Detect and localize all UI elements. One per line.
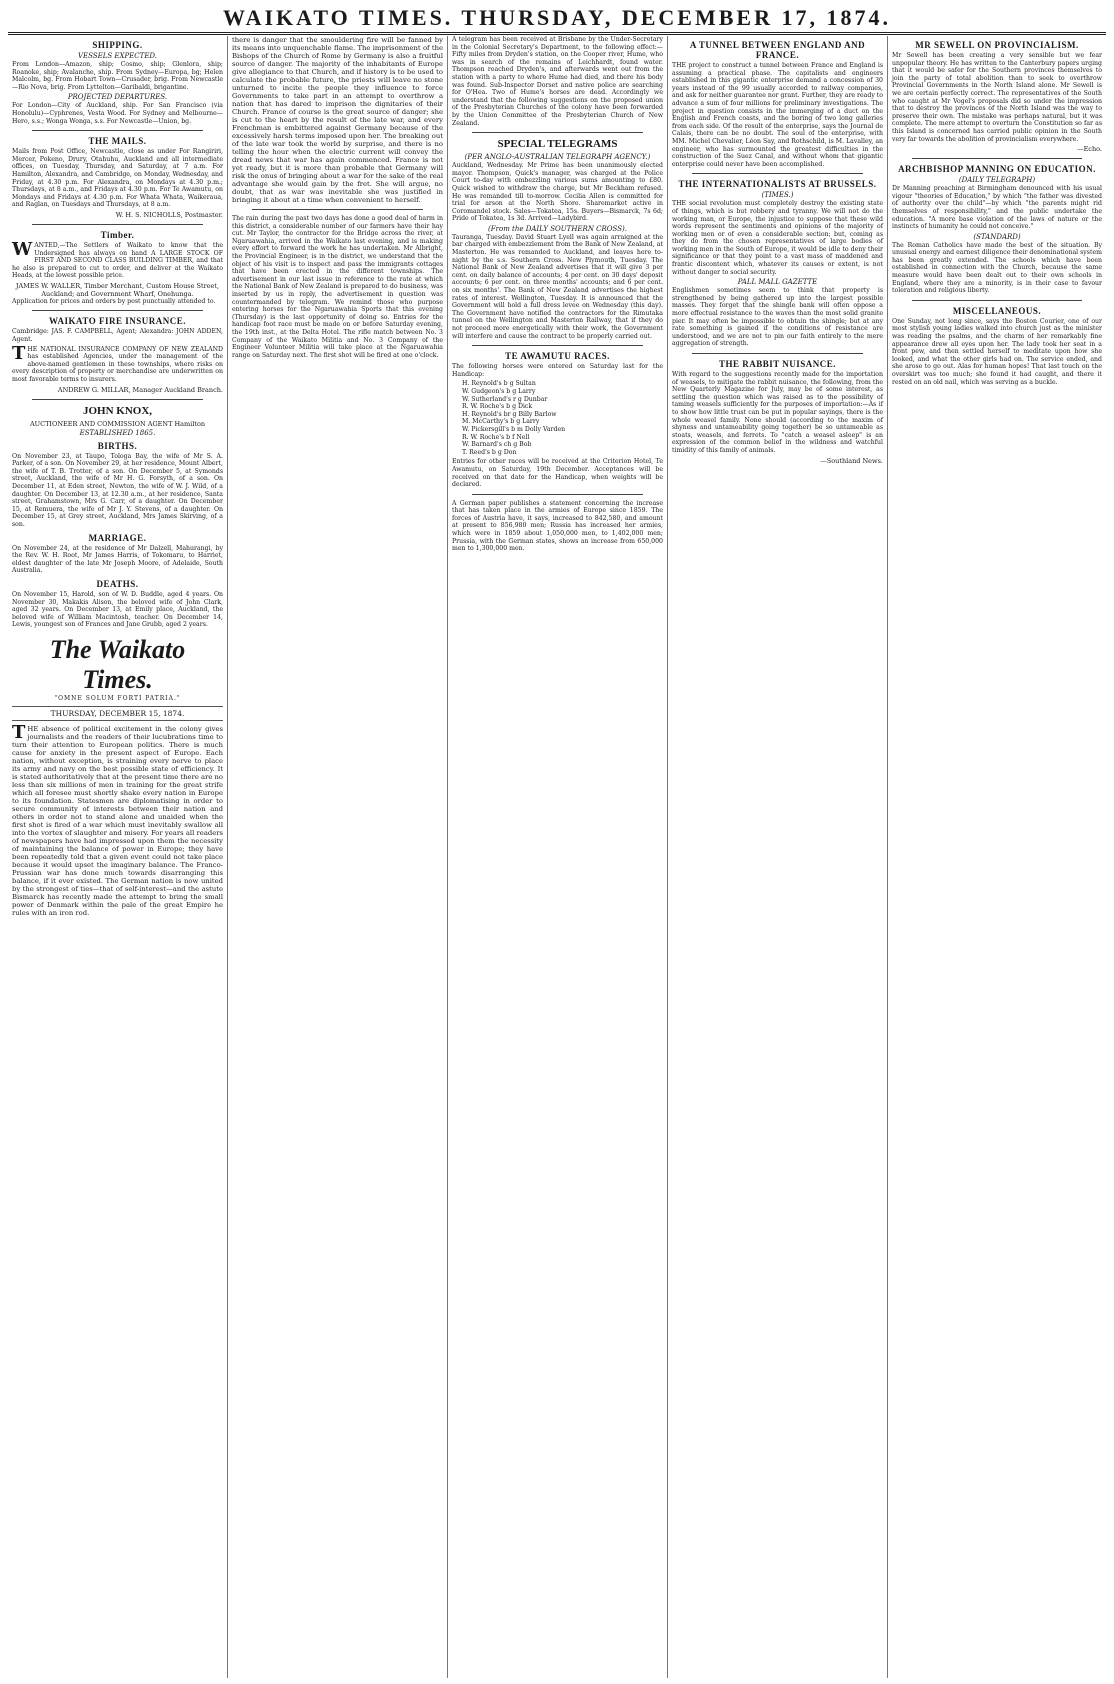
internationalists-heading: THE INTERNATIONALISTS AT BRUSSELS. (678, 179, 877, 190)
standard-source: (STANDARD) (973, 232, 1021, 241)
dateline: THURSDAY, DECEMBER 15, 1874. (12, 706, 223, 721)
list-item: W. Sutherland's r g Dunbar (462, 395, 548, 403)
races-footer: Entries for other races will be received at the Criterion Hotel, Te Awamutu, on Saturday, 19th December. Acceptances will be received on that date for the Handicap, when weights will be declared. (452, 458, 663, 489)
marriage-heading: MARRIAGE. (88, 532, 147, 543)
divider (912, 158, 1082, 159)
shipping-heading: SHIPPING. (92, 40, 143, 50)
sewell-heading: MR SEWELL ON PROVINCIALISM. (915, 40, 1079, 50)
paper-name: The Waikato Times. (49, 634, 186, 694)
divider (32, 224, 203, 225)
divider (472, 132, 643, 133)
divider (32, 310, 203, 311)
divider (692, 353, 863, 354)
auckland-news: Auckland, Wednesday. Mr Prime has been unanimously elected mayor. Thompson, Quick's manager, was charged at the Police Court to-day with embezzling various sums amounting to £80. Quick wished to withdraw the charge, but Mr Beckham refused. He was remanded till to-morrow. Cecilia Allen is committed for trial for arson at the North Shore. Sharemarket active in Coromandel stock. Sales—Tokatea, 15s. Buyers—Bismarck, 7s 6d; Pride of Tokatea, 1s 3d. Arrived—Ladybird. (452, 162, 663, 223)
departures-heading: PROJECTED DEPARTURES. (67, 93, 168, 102)
rabbit-signature: —Southland News. (820, 456, 883, 465)
national-insurance-signature: ANDREW G. MILLAR, Manager Auckland Branch. (57, 385, 223, 394)
timber-heading: Timber. (100, 229, 135, 240)
mails-heading: THE MAILS. (88, 136, 147, 147)
cross-heading: (From the DAILY SOUTHERN CROSS). (488, 224, 627, 233)
deaths-heading: DEATHS. (96, 578, 139, 589)
knox-name: JOHN KNOX, (82, 404, 153, 417)
miscellaneous-text: One Sunday, not long since, says the Boston Courier, one of our most stylish young ladies walked into church just as the minister was reading the psalms, and the charm of her remarkably fine appearance drew all eyes upon her. The lady took her seat in a front pew, and then settled herself to meditate upon how she looked, and what the other girls had on. The service ended, and she arose to go out. Alas for human hopes! That last touch on the overskirt was too much; she found it had caught, and there it rested on an old nail, which was serving as a buckle. (892, 317, 1102, 386)
list-item: H. Reynold's br g Billy Barlow (462, 410, 557, 418)
list-item: M. McCarthy's b g Larry (462, 418, 540, 426)
editorial-text: THE absence of political excitement in the colony gives journalists and the readers of their lucubrations time to turn their attention to European politics. There is much cause for anxiety in the present aspect of Europe. Each nation, without exception, is straining every nerve to place its army and navy on the best possible state of efficiency. It is stated authoritatively that at the present time there are no less than six millions of men in training for the great strife which all foresee must shortly shake every nation in Europe to its foundation. Statesmen are diplomatising in order to secure community of interests between their nation and others in order not to stand alone and unaided when the first shot is fired of a war which must inevitably swallow all into the vortex of slaughter and misery. For years all readers of newspapers have had impressed upon them the necessity of maintaining the balance of power in Europe; they have been repeatedly told that a given event could not take place because it would upset the imaginary balance. The Franco-Prussian war has done much towards disarranging this balance, if it ever existed. The German nation is now united by the strongest of ties—that of self-interest—and the astute Bismarck has recently made the attempt to bring the small power of Denmark within the pale of the great Empire he rules with an iron rod. (12, 721, 223, 917)
births-heading: BIRTHS. (97, 440, 138, 451)
telegram-text: A telegram has been received at Brisbane by the Under-Secretary in the Colonial Secretary's Department, to the following effect:—Fifty miles from Dryden's station, on the Cooper river, Hume, who was in search of the remains of Leichhardt, found water. Thompson reached Dryden's, and afterwards went out from the station with a party to where Hume had died, and there his body was found. Sub-Inspector Dorset and native police are searching for O'Hea. Two of Hume's horses are dead. Accordingly we understand that the following suggestions on the proposed union of the Presbyterian Churches of the colony have been forwarded by the Union Committee of the Presbyterian Church of New Zealand. (452, 36, 663, 127)
mails-text: Mails from Post Office, Newcastle, close as under For Rangiriri, Mercer, Pokeno, Drury, Otahuhu, Auckland and all intermediate offices, on Tuesday, Thursday, and Saturday, at 7 a.m. For Hamilton, Alexandra, and Cambridge, on Monday, Wednesday, and Friday, at 4.30 p.m. For Alexandra, on Mondays at 4.30 p.m.; Thursdays, at 8 a.m., and Fridays at 4.30 p.m. For Te Awamutu, on Mondays and Fridays at 4.30 p.m. For Whata Whata, Waikeraua, and Raglan, on Tuesdays and Thursdays, at 8 a.m. (12, 148, 223, 209)
births-text: On November 23, at Taupo, Tologa Bay, the wife of Mr S. A. Parker, of a son. On November 29, at her residence, Mount Albert, the wife of T. B. Trotter, of a son. On December 5, at Symonds street, Auckland, the wife of Mr H. G. Forsyth, of a son. On December 11, at Eden street, Newton, the wife of W. J. Wild, of a daughter. On December 13, at 12.30 a.m., at her residence, Santa street, Grahamstown, Mrs G. Carr, of a daughter. On December 15, at Remuera, the wife of Mr J. Y. Stevens, of a daughter. On December 15, at Grey street, Auckland, Mrs James Skirving, of a son. (12, 452, 223, 528)
internationalists-text: THE social revolution must completely destroy the existing state of things, which is but robbery and tyranny. We will not do the working man, or Europe, the injustice to suppose that these wild words represent the sentiments and opinions of the majority of working men or of even a considerable section; but, coming as they do from the chosen representatives of large bodies of working men in the South of Europe, it would be idle to deny their significance or that they point to a vast mass of maddened and frantic discontent which, whatever its causes or extent, is not without danger to social security. (672, 200, 883, 276)
standard-text: The Roman Catholics have made the best of the situation. By unusual energy and earnest diligence their denominational system has been greatly extended. The schools which have been established in connection with the Church, because the same measure would have been dealt out to their own schools in England, where they are a minority, is in their case to favour toleration and religious liberty. (892, 241, 1102, 295)
list-item: H. Reynold's b g Sultan (462, 380, 536, 388)
divider (472, 345, 643, 346)
knox-line: AUCTIONEER AND COMMISSION AGENT Hamilton (29, 419, 206, 428)
miscellaneous-heading: MISCELLANEOUS. (952, 305, 1042, 316)
divider (692, 173, 863, 174)
motto: "OMNE SOLUM FORTI PATRIA." (54, 694, 181, 702)
races-list (452, 380, 663, 456)
departures-text: For London—City of Auckland, ship. For San Francisco (via Honolulu)—Cyphrenes, Vesta Wood. For Sydney and Melbourne—Hero, s.s.; Wonga Wonga, s.s. For Newcastle—Union, bg. (12, 102, 223, 125)
sewell-text: Mr Sewell has been creating a very sensible but we fear unpopular theory. He has written to the Canterbury papers urging that it would be safer for the Southern provinces themselves to join the party of total abolition than to seek to overthrow Provincial Governments in the North Island alone. Mr Sewell is we are certain perfectly correct. The representatives of the South who caught at Mr Vogel's proposals did so under the impression that to destroy the provinces of the North Island was the way to preserve their own. The mistake was perhaps natural, but it was complete. The mere attempt to overturn the Constitution so far as this Island is concerned has carried public opinion in the South very far towards the abolition of provincialism everywhere. (892, 52, 1102, 143)
vessels-text: From London—Amazon, ship; Cosmo, ship; Glenlora, ship; Roanoke, ship; Avalanche, ship. From Sydney—Europa, bg; Helen Malcolm, bg. From Hobart Town—Crusader, brig. From Newcastle—Rio Nova, brig. From Lyttelton—Garibaldi, brigantine. (12, 61, 223, 91)
column-1 (8, 36, 228, 1678)
tunnel-heading: A TUNNEL BETWEEN ENGLAND AND FRANCE. (689, 40, 866, 60)
internationalists-source: (TIMES.) (761, 191, 794, 200)
rabbit-text: With regard to the suggestions recently made for the importation of weasels, to mitigate the rabbit nuisance, the following, from the New Quarterly Magazine for July, may be of some interest, as settling the question which was raised as to the possibility of taming weasels sufficiently for the purposes of importation:—As if to show how little trust can be put in popular sayings, there is the whole weasel family. None should (according to the maxim of shyness and untameability going together) be so untameable as stoats, weasels, and ferrets. To "catch a weasel asleep" is an expression of the common belief in the wildness and watchful timidity of this family of animals. (672, 371, 883, 454)
newspaper-page (8, 6, 1106, 1678)
national-insurance-text: THE NATIONAL INSURANCE COMPANY OF NEW ZEALAND has established Agencies, under the management of the above-named gentlemen in these townships, where risks on every description of property or merchandise are underwritten on most favorable terms to insurers. (12, 342, 223, 384)
deaths-text: On November 15, Harold, son of W. D. Buddle, aged 4 years. On November 30, Makakis Alison, the beloved wife of John Clark, aged 32 years. On December 13, at Emily place, Auckland, the beloved wife of William Macintosh, teacher. On December 14, Lewis, youngest son of Frances and Jane Grubb, aged 2 years. (12, 590, 223, 629)
archbishop-source: (DAILY TELEGRAPH) (958, 176, 1036, 185)
pall-mall-heading: PALL MALL GAZETTE (737, 278, 818, 287)
column-4 (668, 36, 888, 1678)
list-item: R. W. Roche's b f Nell (462, 433, 530, 441)
timber-signature: JAMES W. WALLER, Timber Merchant, Custom House Street, Auckland; and Government Wharf, Onehunga. (15, 281, 220, 298)
list-item: T. Reed's b g Don (462, 448, 517, 456)
timber-note: Application for prices and orders by post punctually attended to. (12, 297, 216, 305)
editorial-continued: there is danger that the smouldering fire will be fanned by its means into unquenchable flame. The imprisonment of the Bishops of the Church of Rome by Germany is also a fruitful source of danger. The majority of the inhabitants of Europe give allegiance to that Church, and if history is to be used to calculate the probable future, the priests will leave no stone unturned to incite the people they influence to force Governments to take part in an attempt to overthrow a nation that has dared to imprison the dignitaries of their Church. France of course is the great source of danger; she is cut to the heart by the result of the late war, and every Frenchman is embittered against Germany because of the excessively harsh terms imposed upon her. The breaking out of the late war took the world by surprise, and there is no telling the hour when the electric current will convey the dread news that war has again commenced. France is not yet ready, but it is more than probable that Germany will risk the onus of bringing about a war for the sake of the real advantage she would gain by the fret. She will argue, no doubt, that as war was inevitable she was justified in bringing it about at a time when convenient to herself. (232, 36, 443, 204)
special-telegrams-heading: SPECIAL TELEGRAMS (497, 138, 618, 151)
archbishop-heading: ARCHBISHOP MANNING ON EDUCATION. (898, 164, 1096, 175)
special-telegrams-source: (PER ANGLO-AUSTRALIAN TELEGRAPH AGENCY.) (464, 153, 651, 162)
vessels-heading: VESSELS EXPECTED. (77, 52, 158, 60)
fire-insurance-heading: WAIKATO FIRE INSURANCE. (49, 316, 186, 327)
list-item: R. W. Roche's b g Dick (462, 403, 533, 411)
races-intro: The following horses were entered on Saturday last for the Handicap: (452, 363, 663, 378)
pall-mall-text: Englishmen sometimes seem to think that property is strengthened by being gathered up into the largest possible masses. They forget that the shingle bank will often oppose a more effectual resistance to the waves than the most solid granite pier. It may often be impossible to obtain the shingle; but at any rate something is gained if the conditions of resistance are understood, and we are not to pin our faith entirely to the mere aggregation of strength. (672, 287, 883, 348)
local-news-text: The rain during the past two days has done a good deal of harm in this district, a considerable number of our farmers have their hay cut. Mr Taylor, the contractor for the Bridge across the river, at Ngaruawahia, arrived in the Waikato last evening, and is making every effort to forward the work he has undertaken. Mr Albright, the Provincial Engineer, is in the district, we understand that the object of his visit is to inspect and pass the immigrants cottages that have been erected in the different townships. The advertisement in our last issue in reference to the rate at which the National Bank of New Zealand is prepared to do business, was inserted by us in reply, the advertisement in question was countermanded by telegram. We remind those who purpose entering horses for the Ngaruawahia Sports that this evening (Thursday) is the last opportunity of doing so. Entries for the handicap foot race must be made on or before Saturday evening, the 19th inst., at the Delta Hotel. The rifle match between No. 3 Company of the Waikato Militia and No. 3 Company of the Engineer Volunteer Militia will take place at the Ngaruawahia range on Saturday next. The first shot will be fired at one o'clock. (232, 215, 443, 359)
divider (912, 300, 1082, 301)
sewell-signature: —Echo. (1077, 145, 1102, 154)
fire-insurance-text: Cambridge: JAS. F. CAMPBELL, Agent; Alexandra: JOHN ADDEN, Agent. (12, 328, 223, 344)
marriage-text: On November 24, at the residence of Mr Dalzell, Mahurangi, by the Rev. W. H. Root, Mr James Harris, of Tokomaru, to Harriet, eldest daughter of the late Mr Joseph Moore, of Adelaide, South Australia. (12, 544, 223, 575)
races-heading: TE AWAMUTU RACES. (505, 351, 610, 362)
armies-text: A German paper publishes a statement concerning the increase that has taken place in the armies of Europe since 1859. The forces of Austria have, it says, increased to 842,580, and amount at present to 856,980 men; Russia has increased her armies, which were in 1859 about 1,050,000 men, to 1,402,000 men; Prussia, with the German states, shows an increase from 650,000 men to 1,300,000 men. (452, 499, 663, 553)
column-2 (228, 36, 448, 1678)
column-5 (888, 36, 1106, 1678)
knox-established: ESTABLISHED 1865. (79, 428, 156, 437)
provincial-news: Tauranga, Tuesday. David Stuart Lyell was again arraigned at the bar charged with embezzlement from the Bank of New Zealand, at Masterton. He was remanded to Auckland, and leaves here to-night by the s.s. Southern Cross. New Plymouth, Tuesday. The National Bank of New Zealand advertises that it will give 3 per cent. on daily balance of accounts; 4 per cent. on 30 days' deposit accounts; 6 per cent. on three months' accounts; and 6 per cent. on six months'. The Bank of New Zealand advertises the highest rates of interest. Wellington, Tuesday. It is announced that the Government will hold a full dress levee on Wednesday (this day). The Government have notified the contractors for the Rimutaka tunnel on the Wellington and Masterton Railway, that if they do not proceed more energetically with their work, the Government will interfere and cause the contract to be properly carried out. (452, 233, 663, 340)
column-3 (448, 36, 668, 1678)
list-item: W. Barnard's ch g Bob (462, 441, 532, 449)
columns (8, 36, 1106, 1678)
tunnel-text: THE project to construct a tunnel between France and England is assuming a practical phase. The capitalists and engineers established in this gigantic enterprise demand a concession of 30 years instead of the 99 usually accorded to railway companies, and ask for neither guarantee nor grant. Further, they are ready to advance a sum of four millions for preliminary investigations. The project in question consists in the immerging of a duct on the English and French coasts, and the boring of two long galleries from each side. Of the result of the enterprise, says the Journal de Calais, there can be no doubt. The soul of the enterprise, with MM. Michel Chevalier, Léon Say, and Rothschild, is M. Lavalley, an engineer, who has surmounted the greatest difficulties in the construction of the Suez Canal, and without whom that gigantic enterprise could never have been accomplished. (672, 62, 883, 168)
archbishop-text: Dr Manning preaching at Birmingham denounced with his usual vigour "theories of Education," by which "the father was divested of authority over the child"—by which "the parents might rid themselves of responsibility," and the public undertake the education. "A more base violation of the laws of nature or the instincts of humanity he could not conceive." (892, 185, 1102, 231)
divider (32, 399, 203, 400)
divider (472, 494, 643, 495)
masthead: WAIKATO TIMES. THURSDAY, DECEMBER 17, 1874. (8, 6, 1106, 35)
mails-signature: W. H. S. NICHOLLS, Postmaster. (115, 210, 223, 219)
list-item: W. Gudgeon's b g Larry (462, 387, 536, 395)
divider (252, 209, 423, 210)
rabbit-heading: THE RABBIT NUISANCE. (718, 359, 837, 369)
list-item: W. Pickersgill's b m Dolly Varden (462, 425, 566, 433)
divider (32, 130, 203, 131)
timber-text: WANTED,—The Settlers of Waikato to know that the Undersigned has always on hand A LARGE STOCK OF FIRST AND SECOND CLASS BUILDING TIMBER, and that he also is prepared to cut to order, and deliver at the Waikato Heads, at the lowest possible price. (12, 238, 223, 280)
